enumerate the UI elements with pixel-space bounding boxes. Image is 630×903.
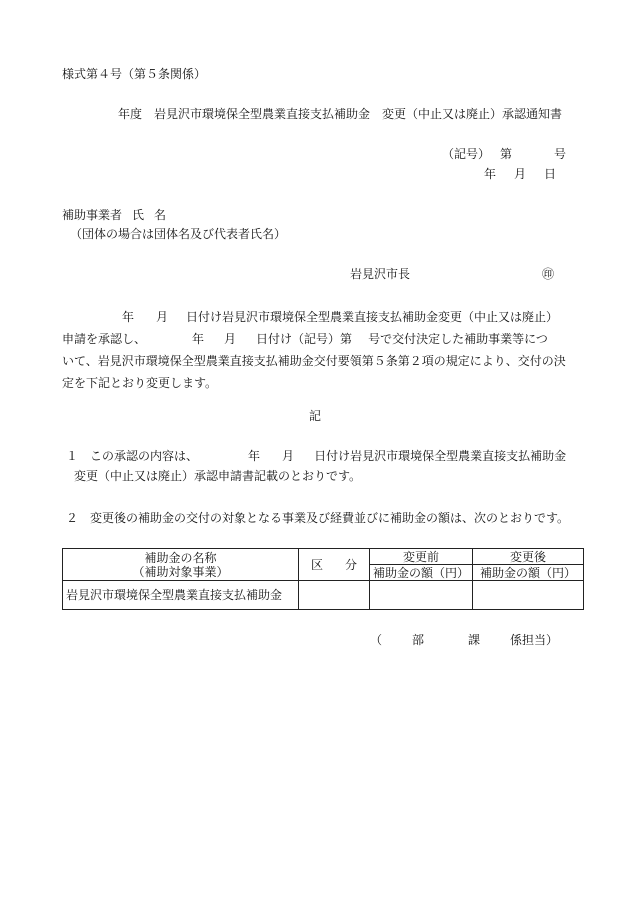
col3-subheader: 補助金の額（円） bbox=[370, 565, 473, 581]
recipient-name-label: 氏 bbox=[132, 208, 145, 222]
ref-go: 号 bbox=[554, 147, 567, 161]
body-line-2: 申請を承認し、 年 月 日付け（記号）第 号で交付決定した補助事業等につ bbox=[62, 332, 548, 346]
col2-header: 区 分 bbox=[299, 549, 370, 581]
row1-after[interactable] bbox=[473, 581, 584, 610]
seal-mark: ㊞ bbox=[542, 267, 555, 281]
item-1-line-2: 変更（中止又は廃止）承認申請書記載のとおりです。 bbox=[74, 469, 362, 483]
row1-name: 岩見沢市環境保全型農業直接支払補助金 bbox=[63, 581, 299, 610]
row1-kubun[interactable] bbox=[299, 581, 370, 610]
body-paragraph bbox=[62, 306, 582, 394]
body-line-1: 年 月 日付け岩見沢市環境保全型農業直接支払補助金変更（中止又は廃止） bbox=[122, 310, 559, 324]
recipient-name-label2: 名 bbox=[154, 208, 167, 222]
body-line-3: いて、岩見沢市環境保全型農業直接支払補助金交付要領第５条第２項の規定により、交付の決 bbox=[62, 354, 566, 368]
col4-header: 変更後 bbox=[473, 549, 584, 565]
ref-dai: 第 bbox=[500, 147, 513, 161]
body-line-4: 定を下記とおり変更します。 bbox=[62, 376, 218, 390]
reference-number bbox=[442, 146, 566, 162]
subsidy-table bbox=[62, 548, 584, 610]
item-1-line-1: １ この承認の内容は、 年 月 日付け岩見沢市環境保全型農業直接支払補助金 bbox=[66, 449, 567, 463]
col1-header: 補助金の名称 （補助対象事業） bbox=[63, 549, 299, 581]
ref-day: 日 bbox=[544, 167, 557, 181]
title-subject: 変更（中止又は廃止）承認通知書 bbox=[382, 107, 563, 121]
recipient-label: 補助事業者 bbox=[62, 208, 123, 222]
title-year: 年度 bbox=[118, 107, 143, 121]
row1-before[interactable] bbox=[370, 581, 473, 610]
ref-kigo: （記号） bbox=[442, 147, 491, 161]
item-2: ２ 変更後の補助金の交付の対象となる事業及び経費並びに補助金の額は、次のとおりです。 bbox=[66, 511, 570, 525]
col3-header: 変更前 bbox=[370, 549, 473, 565]
recipient-line bbox=[62, 207, 166, 223]
ref-month: 月 bbox=[514, 167, 527, 181]
col4-subheader: 補助金の額（円） bbox=[473, 565, 584, 581]
recipient-note: （団体の場合は団体名及び代表者氏名） bbox=[70, 227, 287, 241]
form-id: 様式第４号（第５条関係） bbox=[62, 67, 207, 81]
ref-year: 年 bbox=[484, 167, 497, 181]
title-name: 岩見沢市環境保全型農業直接支払補助金 bbox=[154, 107, 371, 121]
footer-contact: （ 部 課 係担当） bbox=[370, 633, 559, 647]
reference-date bbox=[484, 166, 556, 182]
issuer-name: 岩見沢市長 bbox=[350, 267, 411, 281]
ki-heading: 記 bbox=[309, 409, 322, 423]
document-title bbox=[118, 106, 562, 122]
